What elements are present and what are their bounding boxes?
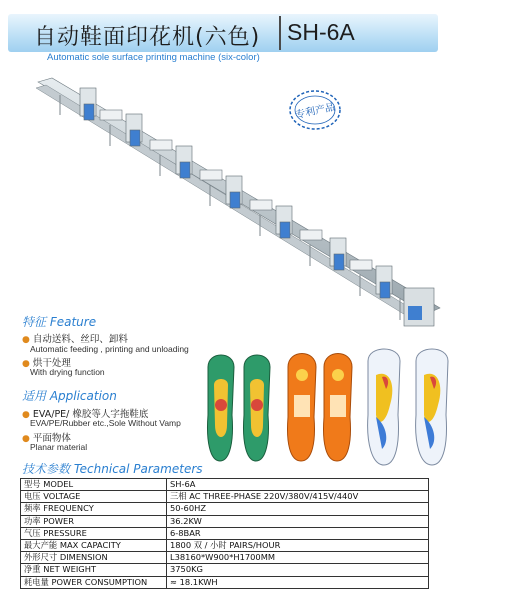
table-row (21, 564, 429, 576)
printed-sandals-image (200, 345, 500, 470)
model-number: SH-6A (287, 19, 355, 45)
spec-value: 36.2KW (167, 515, 429, 527)
application-heading: 适用 Application (22, 389, 117, 403)
bullet-icon: ● (22, 335, 30, 345)
sandal-parrot-pair (368, 349, 448, 465)
table-row (21, 479, 429, 491)
sandal-green-pair (208, 355, 271, 461)
application-item-1-cn: EVA/PE/ 橡胶等人字拖鞋底 (32, 409, 149, 420)
bullet-icon: ● (22, 359, 30, 369)
spec-value: 3750KG (167, 564, 429, 576)
table-row (21, 539, 429, 551)
table-row (21, 576, 429, 588)
spec-label: 净重 NET WEIGHT (21, 564, 167, 576)
spec-value: SH-6A (167, 479, 429, 491)
feature-item-1 (22, 331, 128, 345)
feature-item-1-en: Automatic feeding , printing and unloading (30, 344, 189, 354)
table-row (21, 515, 429, 527)
sandal-orange-pair (288, 354, 352, 462)
spec-value: 三相 AC THREE-PHASE 220V/380V/415V/440V (167, 491, 429, 503)
title-divider (279, 16, 281, 50)
table-row (21, 491, 429, 503)
spec-value: ≈ 18.1KWH (167, 576, 429, 588)
page-title: 自动鞋面印花机(六色) (34, 25, 261, 50)
spec-label: 气压 PRESSURE (21, 527, 167, 539)
feature-heading: 特征 Feature (22, 315, 97, 329)
patent-seal (288, 88, 342, 132)
spec-value: 50-60HZ (167, 503, 429, 515)
spec-value: L38160*W900*H1700MM (167, 552, 429, 564)
spec-label: 功率 POWER (21, 515, 167, 527)
feature-item-1-cn: 自动送料、丝印、卸料 (32, 334, 128, 345)
table-row (21, 552, 429, 564)
page-subtitle: Automatic sole surface printing machine (six-color) (47, 52, 260, 63)
spec-label: 频率 FREQUENCY (21, 503, 167, 515)
production-line-illustration (0, 70, 530, 330)
spec-value: 6-8BAR (167, 527, 429, 539)
application-item-2-en: Planar material (30, 442, 88, 452)
specs-table (20, 478, 429, 589)
table-row (21, 527, 429, 539)
application-item-2-cn: 平面物体 (32, 433, 71, 444)
bullet-icon: ● (22, 434, 30, 444)
spec-label: 耗电量 POWER CONSUMPTION (21, 576, 167, 588)
seal-text: 专利产品 (294, 101, 337, 122)
feature-item-2-cn: 烘干处理 (32, 358, 71, 369)
application-item-1-en: EVA/PE/Rubber etc.,Sole Without Vamp (30, 418, 181, 428)
spec-label: 电压 VOLTAGE (21, 491, 167, 503)
table-row (21, 503, 429, 515)
feature-item-2-en: With drying function (30, 367, 105, 377)
spec-label: 最大产能 MAX CAPACITY (21, 539, 167, 551)
spec-label: 型号 MODEL (21, 479, 167, 491)
spec-value: 1800 双 / 小时 PAIRS/HOUR (167, 539, 429, 551)
spec-label: 外形尺寸 DIMENSION (21, 552, 167, 564)
printing-station (80, 88, 392, 298)
bullet-icon: ● (22, 410, 30, 420)
specs-heading: 技术参数 Technical Parameters (22, 462, 203, 476)
